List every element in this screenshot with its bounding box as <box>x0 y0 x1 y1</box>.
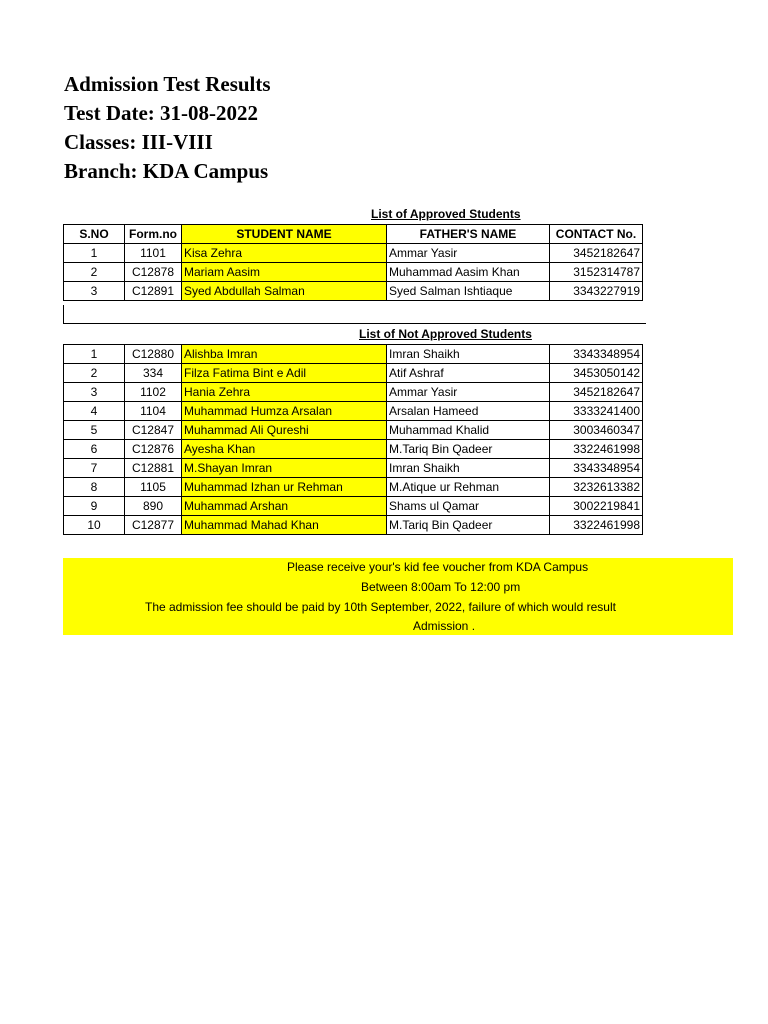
notice-line-admission: Admission . <box>413 619 476 633</box>
table-row <box>64 364 643 383</box>
cell-form-no: C12880 <box>125 345 182 364</box>
cell-contact: 3322461998 <box>550 516 643 535</box>
cell-student-name: Muhammad Humza Arsalan <box>182 402 387 421</box>
cell-father-name: M.Tariq Bin Qadeer <box>387 440 550 459</box>
page-title: Admission Test Results <box>64 72 271 96</box>
cell-student-name: Alishba Imran <box>182 345 387 364</box>
cell-student-name: M.Shayan Imran <box>182 459 387 478</box>
cell-sno: 1 <box>64 345 125 364</box>
cell-contact: 3333241400 <box>550 402 643 421</box>
table-header-row <box>64 225 643 244</box>
cell-father-name: M.Tariq Bin Qadeer <box>387 516 550 535</box>
table-row <box>64 478 643 497</box>
column-header-father-name: FATHER'S NAME <box>387 225 550 244</box>
table-spacer-row <box>63 305 646 324</box>
table-row <box>64 244 643 263</box>
cell-sno: 3 <box>64 282 125 301</box>
table-row <box>64 263 643 282</box>
table-row <box>64 282 643 301</box>
cell-form-no: C12847 <box>125 421 182 440</box>
column-header-contact: CONTACT No. <box>550 225 643 244</box>
cell-student-name: Ayesha Khan <box>182 440 387 459</box>
cell-sno: 3 <box>64 383 125 402</box>
cell-contact: 3152314787 <box>550 263 643 282</box>
table-row <box>64 421 643 440</box>
cell-student-name: Muhammad Arshan <box>182 497 387 516</box>
cell-student-name: Muhammad Mahad Khan <box>182 516 387 535</box>
cell-sno: 2 <box>64 364 125 383</box>
cell-student-name: Mariam Aasim <box>182 263 387 282</box>
table-row <box>64 459 643 478</box>
cell-father-name: Imran Shaikh <box>387 345 550 364</box>
cell-contact: 3343348954 <box>550 345 643 364</box>
not-approved-list-caption: List of Not Approved Students <box>359 327 532 341</box>
cell-father-name: Shams ul Qamar <box>387 497 550 516</box>
cell-form-no: 1104 <box>125 402 182 421</box>
cell-form-no: 890 <box>125 497 182 516</box>
cell-sno: 6 <box>64 440 125 459</box>
approved-table-body <box>64 244 643 301</box>
cell-sno: 9 <box>64 497 125 516</box>
cell-contact: 3452182647 <box>550 244 643 263</box>
cell-contact: 3343348954 <box>550 459 643 478</box>
cell-contact: 3452182647 <box>550 383 643 402</box>
cell-sno: 8 <box>64 478 125 497</box>
cell-sno: 4 <box>64 402 125 421</box>
not-approved-table-body <box>64 345 643 535</box>
notice-line-deadline: The admission fee should be paid by 10th September, 2022, failure of which would result <box>145 600 616 614</box>
fee-notice-box <box>63 558 733 635</box>
cell-sno: 1 <box>64 244 125 263</box>
cell-form-no: 1101 <box>125 244 182 263</box>
table-row <box>64 383 643 402</box>
cell-contact: 3343227919 <box>550 282 643 301</box>
cell-father-name: Muhammad Khalid <box>387 421 550 440</box>
cell-contact: 3453050142 <box>550 364 643 383</box>
cell-form-no: 1102 <box>125 383 182 402</box>
test-date: Test Date: 31-08-2022 <box>64 101 259 125</box>
cell-student-name: Syed Abdullah Salman <box>182 282 387 301</box>
cell-form-no: C12878 <box>125 263 182 282</box>
column-header-form-no: Form.no <box>125 225 182 244</box>
column-header-sno: S.NO <box>64 225 125 244</box>
cell-father-name: Muhammad Aasim Khan <box>387 263 550 282</box>
cell-contact: 3002219841 <box>550 497 643 516</box>
cell-form-no: C12891 <box>125 282 182 301</box>
approved-students-table <box>63 224 643 301</box>
cell-student-name: Kisa Zehra <box>182 244 387 263</box>
cell-student-name: Hania Zehra <box>182 383 387 402</box>
not-approved-students-table <box>63 344 643 535</box>
approved-list-caption: List of Approved Students <box>371 207 521 221</box>
branch-label: Branch: KDA Campus <box>64 159 269 183</box>
cell-father-name: Atif Ashraf <box>387 364 550 383</box>
cell-father-name: M.Atique ur Rehman <box>387 478 550 497</box>
cell-form-no: 334 <box>125 364 182 383</box>
cell-form-no: C12877 <box>125 516 182 535</box>
cell-contact: 3003460347 <box>550 421 643 440</box>
cell-sno: 2 <box>64 263 125 282</box>
cell-father-name: Ammar Yasir <box>387 383 550 402</box>
cell-form-no: 1105 <box>125 478 182 497</box>
cell-father-name: Syed Salman Ishtiaque <box>387 282 550 301</box>
cell-sno: 10 <box>64 516 125 535</box>
table-row <box>64 497 643 516</box>
table-row <box>64 345 643 364</box>
cell-father-name: Ammar Yasir <box>387 244 550 263</box>
table-row <box>64 516 643 535</box>
cell-form-no: C12876 <box>125 440 182 459</box>
table-row <box>64 440 643 459</box>
cell-student-name: Muhammad Ali Qureshi <box>182 421 387 440</box>
document-heading <box>64 70 271 186</box>
cell-father-name: Imran Shaikh <box>387 459 550 478</box>
cell-contact: 3232613382 <box>550 478 643 497</box>
notice-line-voucher: Please receive your's kid fee voucher from KDA Campus <box>287 560 589 574</box>
column-header-student-name: STUDENT NAME <box>182 225 387 244</box>
cell-student-name: Filza Fatima Bint e Adil <box>182 364 387 383</box>
table-row <box>64 402 643 421</box>
cell-sno: 5 <box>64 421 125 440</box>
cell-contact: 3322461998 <box>550 440 643 459</box>
classes-label: Classes: III-VIII <box>64 130 213 154</box>
notice-line-timing: Between 8:00am To 12:00 pm <box>361 580 521 594</box>
cell-form-no: C12881 <box>125 459 182 478</box>
cell-student-name: Muhammad Izhan ur Rehman <box>182 478 387 497</box>
cell-sno: 7 <box>64 459 125 478</box>
cell-father-name: Arsalan Hameed <box>387 402 550 421</box>
